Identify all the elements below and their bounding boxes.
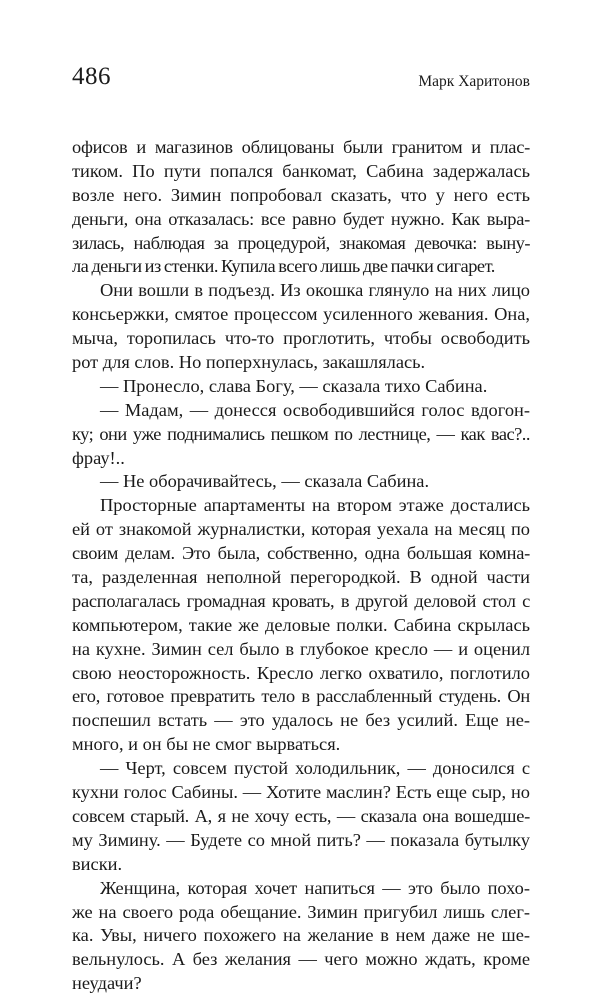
text-line: Просторные апартаменты на втором этаже достались [100, 495, 530, 516]
text-line: своим делам. Это была, собственно, одна большая комна- [72, 543, 530, 564]
text-line: вельнулось. А без желания — чего можно ждать, кроме [72, 949, 530, 970]
text-line: ей от знакомой журналистки, которая уехала на месяц по [72, 519, 530, 540]
text-line: фрау!.. [72, 447, 125, 468]
text-line: ла деньги из стенки. Купила всего лишь две пачки сигарет. [72, 256, 495, 277]
page-number: 486 [72, 63, 111, 90]
running-head-author: Марк Харитонов [418, 73, 530, 90]
text-line: Женщина, которая хочет напиться — это было похо- [100, 877, 530, 898]
text-line: та, разделенная неполной перегородкой. В одной части [72, 567, 530, 588]
text-line: свою неосторожность. Кресло легко охватило, поглотило [72, 662, 530, 683]
text-line: деньги, она отказалась: все равно будет нужно. Как выра- [72, 208, 530, 229]
text-line: — Черт, совсем пустой холодильник, — доносился с [100, 758, 530, 779]
text-line: виски. [72, 853, 123, 874]
text-line: мыча, торопилась что-то проглотить, чтобы освободить [72, 328, 530, 349]
text-line: же на своего рода обещание. Зимин пригубил лишь слег- [72, 901, 530, 922]
text-line: тиком. По пути попался банкомат, Сабина задержалась [72, 160, 530, 181]
text-line: ка. Увы, ничего похожего на желание в нем даже не ше- [72, 925, 530, 946]
text-line: много, и он бы не смог вырваться. [72, 734, 341, 755]
text-line: на кухне. Зимин сел было в глубокое кресло — и оценил [72, 638, 530, 659]
text-line: совсем старый. А, я не хочу есть, — сказала она вошедше- [72, 805, 530, 826]
text-line: неудачи? [72, 973, 142, 994]
text-line: его, готовое превратить тело в расслабленный студень. Он [72, 686, 530, 707]
text-line: Они вошли в подъезд. Из окошка глянуло на них лицо [100, 280, 530, 301]
text-line: офисов и магазинов облицованы были гранитом и плас- [72, 137, 530, 157]
text-line: му Зимину. — Будете со мной пить? — показала бутылку [72, 829, 530, 850]
text-line: — Не оборачивайтесь, — сказала Сабина. [100, 471, 430, 492]
text-line: поспешил встать — это удалось не без усилий. Еще не- [72, 710, 530, 731]
text-line: ку; они уже поднимались пешком по лестнице, — как вас?.. [72, 423, 530, 444]
text-line: располагалась громадная кровать, в другой деловой стол с [72, 590, 530, 611]
text-line: — Пронесло, слава Богу, — сказала тихо Сабина. [100, 375, 488, 396]
text-line: консьержки, смятое процессом усиленного жевания. Она, [72, 304, 530, 325]
body-text [72, 136, 530, 996]
text-line: возле него. Зимин попробовал сказать, что у него есть [72, 184, 530, 205]
text-line: кухни голос Сабины. — Хотите маслин? Есть еще сыр, но [72, 782, 530, 803]
text-line: компьютером, такие же деловые полки. Сабина скрылась [72, 614, 530, 635]
text-line: зилась, наблюдая за процедурой, знакомая девочка: выну- [72, 232, 530, 253]
text-line: — Мадам, — донесся освободившийся голос вдогон- [100, 399, 530, 420]
text-line: рот для слов. Но поперхнулась, закашлялась. [72, 352, 426, 373]
